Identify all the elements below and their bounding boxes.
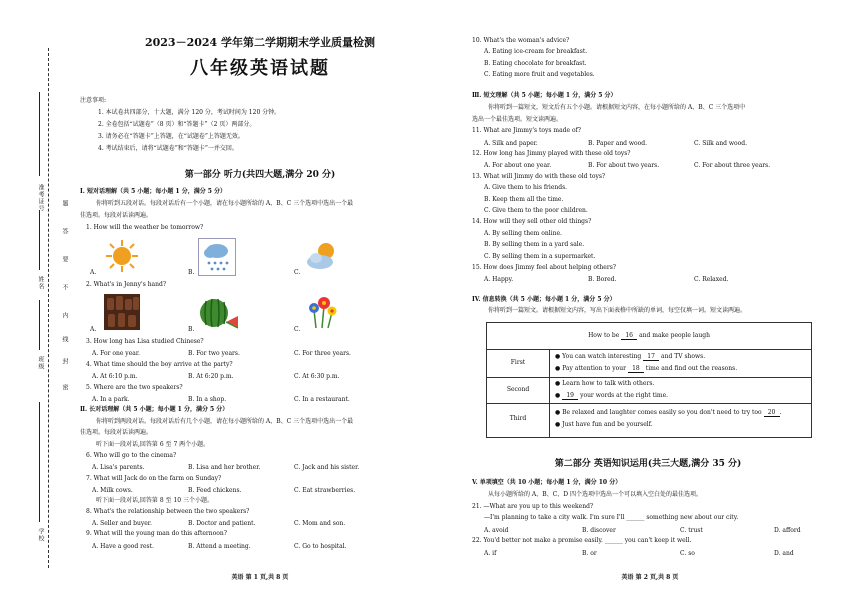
question-3-options (92, 350, 422, 358)
question-21-options (484, 527, 814, 535)
exam-title: 2023－2024 学年第二学期期末学业质量检测 (144, 36, 376, 49)
option-a[interactable]: A. Lisa's parents. (92, 464, 145, 471)
paper-title: 八年级英语试题 (190, 58, 330, 79)
option-b[interactable]: B. Paper and wood. (588, 140, 648, 147)
seal-char: 密 (61, 384, 68, 391)
section-1-instructions: 佳选项。每段对话读两遍。 (80, 212, 153, 219)
option-a[interactable]: A. Give them to his friends. (484, 184, 568, 191)
question-6-options (92, 464, 422, 472)
question-10: 10. What's the woman's advice? (472, 37, 570, 44)
option-c[interactable]: C. For about three years. (694, 162, 771, 169)
table-cell-text: ● You can watch interesting 17 and TV shows. (555, 353, 706, 360)
seal-char: 题 (61, 200, 68, 207)
option-b[interactable]: B. By selling them in a yard sale. (484, 241, 585, 248)
option-b[interactable]: B. For two years. (188, 350, 240, 357)
option-c[interactable]: C. Go to hospital. (294, 543, 347, 550)
seal-line (48, 48, 49, 568)
name-label: 姓名 (37, 276, 44, 290)
option-b-label: B. (188, 326, 195, 333)
option-a[interactable]: A. For one year. (92, 350, 140, 357)
option-a[interactable]: A. Happy. (484, 276, 514, 283)
seal-char: 不 (61, 284, 68, 291)
option-c[interactable]: C. Jack and his sister. (294, 464, 360, 471)
flowers-image[interactable] (304, 294, 340, 330)
table-cell-text: ● 19 your words at the right time. (555, 392, 669, 399)
option-a[interactable]: A. if (484, 550, 497, 557)
option-b[interactable]: B. In a shop. (188, 396, 227, 403)
question-9-options (92, 543, 422, 551)
question-5: 5. Where are the two speakers? (86, 384, 183, 391)
question-13: 13. What will Jimmy do with these old toys? (472, 173, 606, 180)
option-c-label: C. (294, 269, 301, 276)
option-b[interactable]: B. For about two years. (588, 162, 660, 169)
question-9: 9. What will the young man do this afternoon? (86, 530, 227, 537)
option-c[interactable]: C. At 6:30 p.m. (294, 373, 340, 380)
school-field[interactable] (39, 402, 40, 522)
option-b[interactable]: B. Feed chickens. (188, 487, 242, 494)
question-11-options (484, 140, 814, 148)
section-5-instructions: 从每小题所给的 A、B、C、D 四个选项中选出一个可以填入空白处的最佳选项。 (488, 491, 702, 498)
question-3: 3. How long has Lisa studied Chinese? (86, 338, 204, 345)
option-c[interactable]: C. For three years. (294, 350, 351, 357)
info-table (486, 322, 812, 438)
option-c[interactable]: C. Mom and son. (294, 520, 346, 527)
option-a[interactable]: A. Eating ice-cream for breakfast. (484, 48, 588, 55)
answer-blank-20[interactable]: 20 (764, 410, 780, 417)
question-12: 12. How long has Jimmy played with these old toys? (472, 150, 631, 157)
listening-instruction: 听下面一段对话,回答第 6 至 7 两个小题。 (96, 441, 210, 448)
question-6: 6. Who will go to the cinema? (86, 452, 177, 459)
option-a[interactable]: A. In a park. (92, 396, 130, 403)
option-a[interactable]: A. Milk cows. (92, 487, 133, 494)
partly-cloudy-icon[interactable] (304, 238, 340, 274)
section-3-instructions: 你将听到一篇短文，短文后有五个小题。请根据短文内容，在每小题所给的 A、B、C 三个选项中 (488, 104, 746, 111)
option-a-label: A. (90, 269, 97, 276)
section-3-instructions: 选出一个最佳选项。短文读两遍。 (472, 116, 563, 123)
question-4-options (92, 373, 422, 381)
option-b[interactable]: B. At 6:20 p.m. (188, 373, 234, 380)
question-2: 2. What's in Jenny's hand? (86, 281, 167, 288)
table-cell-text: ● Pay attention to your 18 time and find out the reasons. (555, 365, 738, 372)
part-1-title: 第一部分 听力(共四大题,满分 20 分) (184, 170, 336, 180)
section-2-instructions: 佳选项。每段对话读两遍。 (80, 429, 153, 436)
page-footer: 英语 第 2 页,共 8 页 (621, 574, 679, 581)
class-label: 班级 (37, 356, 44, 370)
question-21-continued: —I'm planning to take a city walk. I'm sure I'll ______ something new about our city. (484, 514, 739, 521)
option-b[interactable]: B. Keep them all the time. (484, 196, 564, 203)
option-c-label: C. (294, 326, 301, 333)
question-22-options (484, 550, 814, 558)
notice-item: 3. 请务必在“答题卡”上答题，在“试题卷”上答题无效。 (98, 133, 244, 140)
table-title: How to be 16 and make people laugh (588, 332, 710, 339)
question-8: 8. What's the relationship between the two speakers? (86, 508, 250, 515)
option-a-label: A. (90, 326, 97, 333)
section-2-heading: Ⅱ. 长对话理解（共 5 小题；每小题 1 分，满分 5 分） (80, 406, 229, 413)
section-4-heading: IV. 信息转换（共 5 小题；每小题 1 分，满分 5 分） (472, 296, 616, 303)
question-15: 15. How does Jimmy feel about helping others? (472, 264, 616, 271)
question-1: 1. How will the weather be tomorrow? (86, 224, 204, 231)
option-c[interactable]: C. Relaxed. (694, 276, 729, 283)
section-2-instructions: 你将听到两段对话。每段对话后有几个小题，请在每小题所给的 A、B、C 三个选项中选出一个最 (96, 418, 354, 425)
option-b[interactable]: B. or (582, 550, 597, 557)
option-b[interactable]: B. Lisa and her brother. (188, 464, 261, 471)
answer-blank-17[interactable]: 17 (643, 354, 659, 361)
class-field[interactable] (39, 300, 40, 350)
question-8-options (92, 520, 422, 528)
option-a[interactable]: A. Have a good rest. (92, 543, 154, 550)
answer-blank-16[interactable]: 16 (621, 333, 637, 340)
listening-instruction: 听下面一段对话,回答第 8 至 10 三个小题。 (96, 497, 213, 504)
option-a[interactable]: A. Silk and paper. (484, 140, 538, 147)
page-footer: 英语 第 1 页,共 8 页 (231, 574, 289, 581)
option-b[interactable]: B. Attend a meeting. (188, 543, 251, 550)
school-label: 学校 (37, 528, 44, 542)
answer-blank-18[interactable]: 18 (628, 366, 644, 373)
option-a[interactable]: A. For about one year. (484, 162, 552, 169)
notice-item: 1. 本试卷共四部分，十大题，满分 120 分，考试时间为 120 分钟。 (98, 109, 281, 116)
option-d[interactable]: D. afford (774, 527, 801, 534)
exam-number-label: 准考证号 (37, 184, 44, 212)
option-c[interactable]: C. trust (680, 527, 703, 534)
section-3-heading: Ⅲ. 短文理解（共 5 小题；每小题 1 分，满分 5 分） (472, 92, 617, 99)
question-15-options (484, 276, 814, 284)
question-11: 11. What are Jimmy's toys made of? (472, 127, 582, 134)
option-b[interactable]: B. Bored. (588, 276, 617, 283)
option-a[interactable]: A. At 6:10 p.m. (92, 373, 138, 380)
option-c[interactable]: C. In a restaurant. (294, 396, 350, 403)
row-label-second: Second (506, 386, 530, 393)
option-b-label: B. (188, 269, 195, 276)
section-5-heading: V. 单项填空（共 10 小题；每小题 1 分，满分 10 分） (472, 479, 622, 486)
section-1-instructions: 你将听到五段对话。每段对话后有一个小题，请在每小题所给的 A、B、C 三个选项中选出一个最 (96, 200, 354, 207)
question-5-options (92, 396, 422, 404)
question-21: 21. —What are you up to this weekend? (472, 503, 594, 510)
seal-char: 要 (61, 256, 68, 263)
part-2-title: 第二部分 英语知识运用(共三大题,满分 35 分) (554, 459, 742, 469)
answer-blank-19[interactable]: 19 (562, 393, 578, 400)
section-1-heading: I. 短对话理解（共 5 小题；每小题 1 分，满分 5 分） (80, 188, 227, 195)
option-b[interactable]: B. Eating chocolate for breakfast. (484, 60, 587, 67)
question-7: 7. What will Jack do on the farm on Sunday? (86, 475, 222, 482)
option-c[interactable]: C. Silk and wood. (694, 140, 747, 147)
question-14: 14. How will they sell other old things? (472, 218, 592, 225)
option-a[interactable]: A. avoid (484, 527, 509, 534)
notice-heading: 注意事项: (80, 97, 107, 104)
option-d[interactable]: D. and (774, 550, 794, 557)
notice-item: 2. 全卷包括“试题卷”（8 页）和“答题卡”（2 页）两部分。 (98, 121, 256, 128)
option-c[interactable]: C. Give them to the poor children. (484, 207, 588, 214)
row-label-first: First (510, 359, 526, 366)
rain-cloud-icon[interactable] (198, 238, 236, 276)
table-cell-text: ● Just have fun and be yourself. (555, 421, 653, 428)
question-7-options (92, 487, 422, 495)
seal-char: 封 (61, 358, 68, 365)
table-cell-text: ● Learn how to talk with others. (555, 380, 655, 387)
row-label-third: Third (509, 415, 527, 422)
seal-char: 线 (61, 336, 68, 343)
option-b[interactable]: B. discover (582, 527, 616, 534)
watermelon-image[interactable] (196, 294, 240, 330)
seal-char: 答 (61, 228, 68, 235)
option-c[interactable]: C. Eating more fruit and vegetables. (484, 71, 595, 78)
option-b[interactable]: B. Doctor and patient. (188, 520, 256, 527)
section-4-instructions: 你将听到一篇短文。请根据短文内容，写出下面表格中所缺的单词，每空仅填一词。短文读两遍。 (488, 307, 747, 314)
sun-icon[interactable] (104, 238, 140, 274)
chocolate-image[interactable] (104, 294, 140, 330)
option-a[interactable]: A. By selling them online. (484, 230, 562, 237)
option-c[interactable]: C. Eat strawberries. (294, 487, 356, 494)
question-22: 22. You'd better not make a promise easily. ______ you can't keep it well. (472, 537, 692, 544)
option-c[interactable]: C. so (680, 550, 695, 557)
seal-char: 内 (61, 312, 68, 319)
name-field[interactable] (39, 210, 40, 270)
exam-number-field[interactable] (39, 92, 40, 176)
table-cell-text: ● Be relaxed and laughter comes easily so you don't need to try too 20 . (555, 409, 782, 416)
question-12-options (484, 162, 814, 170)
notice-item: 4. 考试结束后，请将“试题卷”和“答题卡”一并交回。 (98, 145, 238, 152)
option-c[interactable]: C. By selling them in a supermarket. (484, 253, 596, 260)
option-a[interactable]: A. Seller and buyer. (92, 520, 152, 527)
question-4: 4. What time should the boy arrive at the party? (86, 361, 233, 368)
